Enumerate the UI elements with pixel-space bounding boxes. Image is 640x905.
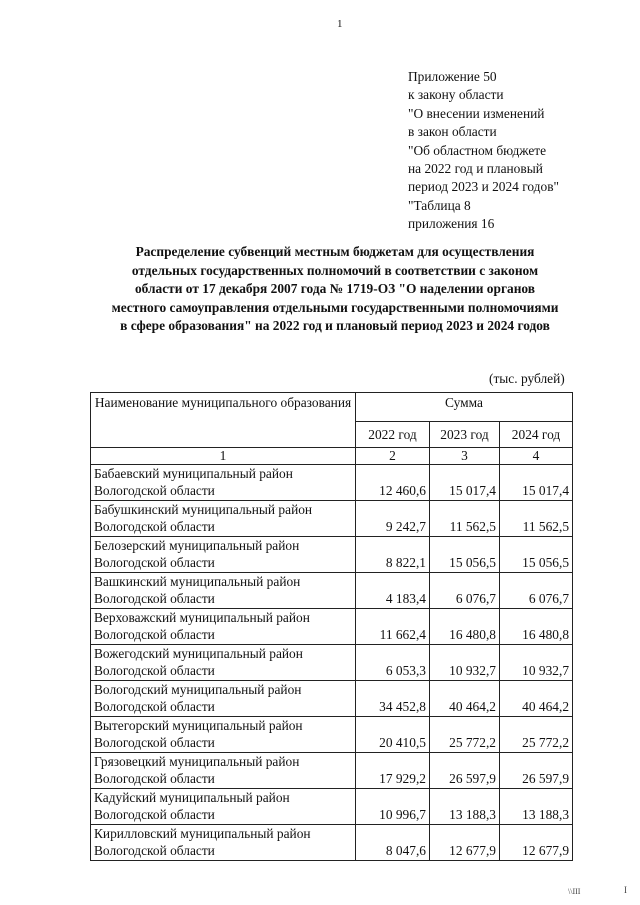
municipality-name-line: Вологодской области [94,482,215,498]
subventions-table [90,392,573,861]
municipality-name-line: Вологодской области [94,518,215,534]
appendix-line: период 2023 и 2024 годов" [408,179,559,195]
title-line: местного самоуправления отдельными государственными полномочиями [111,299,559,315]
municipality-name-line: Бабушкинский муниципальный район [94,502,313,517]
column-number: 4 [500,448,573,465]
municipality-name-line: Вологодской области [94,554,215,570]
amount-2022: 8 822,1 [356,537,430,573]
amount-2023: 12 677,9 [430,825,500,861]
municipality-name-line: Бабаевский муниципальный район [94,466,293,481]
document-title [80,243,590,336]
footer-mark: \\III [568,887,581,896]
column-number: 1 [91,448,356,465]
amount-2022: 8 047,6 [356,825,430,861]
amount-2024: 10 932,7 [500,645,573,681]
amount-2024: 13 188,3 [500,789,573,825]
header-municipality: Наименование муниципального образования [91,393,356,448]
title-line: области от 17 декабря 2007 года № 1719-ОЗ "О наделении органов [134,281,536,297]
municipality-name [91,717,356,753]
appendix-line: "Таблица 8 [408,197,471,213]
municipality-name-line: Вологодской области [94,842,215,858]
header-year-2023: 2023 год [430,422,500,448]
municipality-name-line: Вожегодский муниципальный район [94,646,303,661]
table-row [91,825,573,861]
municipality-name-line: Вытегорский муниципальный район [94,718,303,733]
appendix-line: Приложение 50 [408,69,497,84]
municipality-name-line: Вологодской области [94,590,215,606]
municipality-name [91,609,356,645]
amount-2023: 25 772,2 [430,717,500,753]
amount-2023: 40 464,2 [430,681,500,717]
municipality-name-line: Вологодский муниципальный район [94,682,302,697]
table-row [91,609,573,645]
appendix-block [408,68,608,234]
amount-2024: 40 464,2 [500,681,573,717]
title-line: Распределение субвенций местным бюджетам для осуществления [135,244,535,259]
appendix-line: к закону области [408,87,504,103]
table-row [91,501,573,537]
municipality-name-line: Вологодской области [94,662,215,678]
municipality-name-line: Вологодской области [94,698,215,714]
amount-2024: 12 677,9 [500,825,573,861]
header-sum: Сумма [356,393,573,422]
appendix-line: "О внесении изменений [408,105,545,121]
amount-2023: 15 017,4 [430,465,500,501]
municipality-name [91,681,356,717]
amount-2022: 34 452,8 [356,681,430,717]
table-row [91,789,573,825]
appendix-line: на 2022 год и плановый [408,161,543,177]
municipality-name [91,537,356,573]
title-line: в сфере образования" на 2022 год и плановый период 2023 и 2024 годов [120,318,550,334]
municipality-name-line: Верховажский муниципальный район [94,610,310,625]
amount-2023: 16 480,8 [430,609,500,645]
table-row [91,465,573,501]
municipality-name [91,645,356,681]
column-number-row [91,448,573,465]
table-row [91,573,573,609]
table-row [91,753,573,789]
amount-2022: 4 183,4 [356,573,430,609]
amount-2022: 9 242,7 [356,501,430,537]
appendix-line: "Об областном бюджете [408,142,547,158]
table-row [91,681,573,717]
amount-2023: 10 932,7 [430,645,500,681]
amount-2023: 15 056,5 [430,537,500,573]
municipality-name [91,789,356,825]
table-row [91,717,573,753]
amount-2024: 15 056,5 [500,537,573,573]
column-number: 3 [430,448,500,465]
municipality-name-line: Кадуйский муниципальный район [94,790,290,805]
title-line: отдельных государственных полномочий в соответствии с законом [131,262,539,278]
municipality-name-line: Белозерский муниципальный район [94,538,300,553]
header-year-2022: 2022 год [356,422,430,448]
amount-2024: 16 480,8 [500,609,573,645]
appendix-line: приложения 16 [408,216,495,232]
amount-2022: 10 996,7 [356,789,430,825]
amount-2024: 11 562,5 [500,501,573,537]
municipality-name [91,753,356,789]
amount-2023: 13 188,3 [430,789,500,825]
appendix-line: в закон области [408,124,497,140]
header-year-2024: 2024 год [500,422,573,448]
column-number: 2 [356,448,430,465]
amount-2022: 17 929,2 [356,753,430,789]
municipality-name [91,501,356,537]
municipality-name-line: Кирилловский муниципальный район [94,826,311,841]
municipality-name-line: Грязовецкий муниципальный район [94,754,300,769]
footer-tick: I [624,885,627,895]
amount-2024: 25 772,2 [500,717,573,753]
municipality-name-line: Вашкинский муниципальный район [94,574,301,589]
amount-2024: 15 017,4 [500,465,573,501]
municipality-name [91,465,356,501]
table-row [91,537,573,573]
amount-2024: 26 597,9 [500,753,573,789]
municipality-name-line: Вологодской области [94,770,215,786]
amount-2023: 26 597,9 [430,753,500,789]
table-row [91,645,573,681]
amount-2022: 20 410,5 [356,717,430,753]
amount-2022: 6 053,3 [356,645,430,681]
municipality-name [91,825,356,861]
units-label: (тыс. рублей) [489,371,565,386]
amount-2023: 6 076,7 [430,573,500,609]
amount-2022: 12 460,6 [356,465,430,501]
municipality-name-line: Вологодской области [94,626,215,642]
amount-2024: 6 076,7 [500,573,573,609]
municipality-name-line: Вологодской области [94,806,215,822]
amount-2023: 11 562,5 [430,501,500,537]
page-number: 1 [337,18,343,30]
municipality-name [91,573,356,609]
amount-2022: 11 662,4 [356,609,430,645]
municipality-name-line: Вологодской области [94,734,215,750]
